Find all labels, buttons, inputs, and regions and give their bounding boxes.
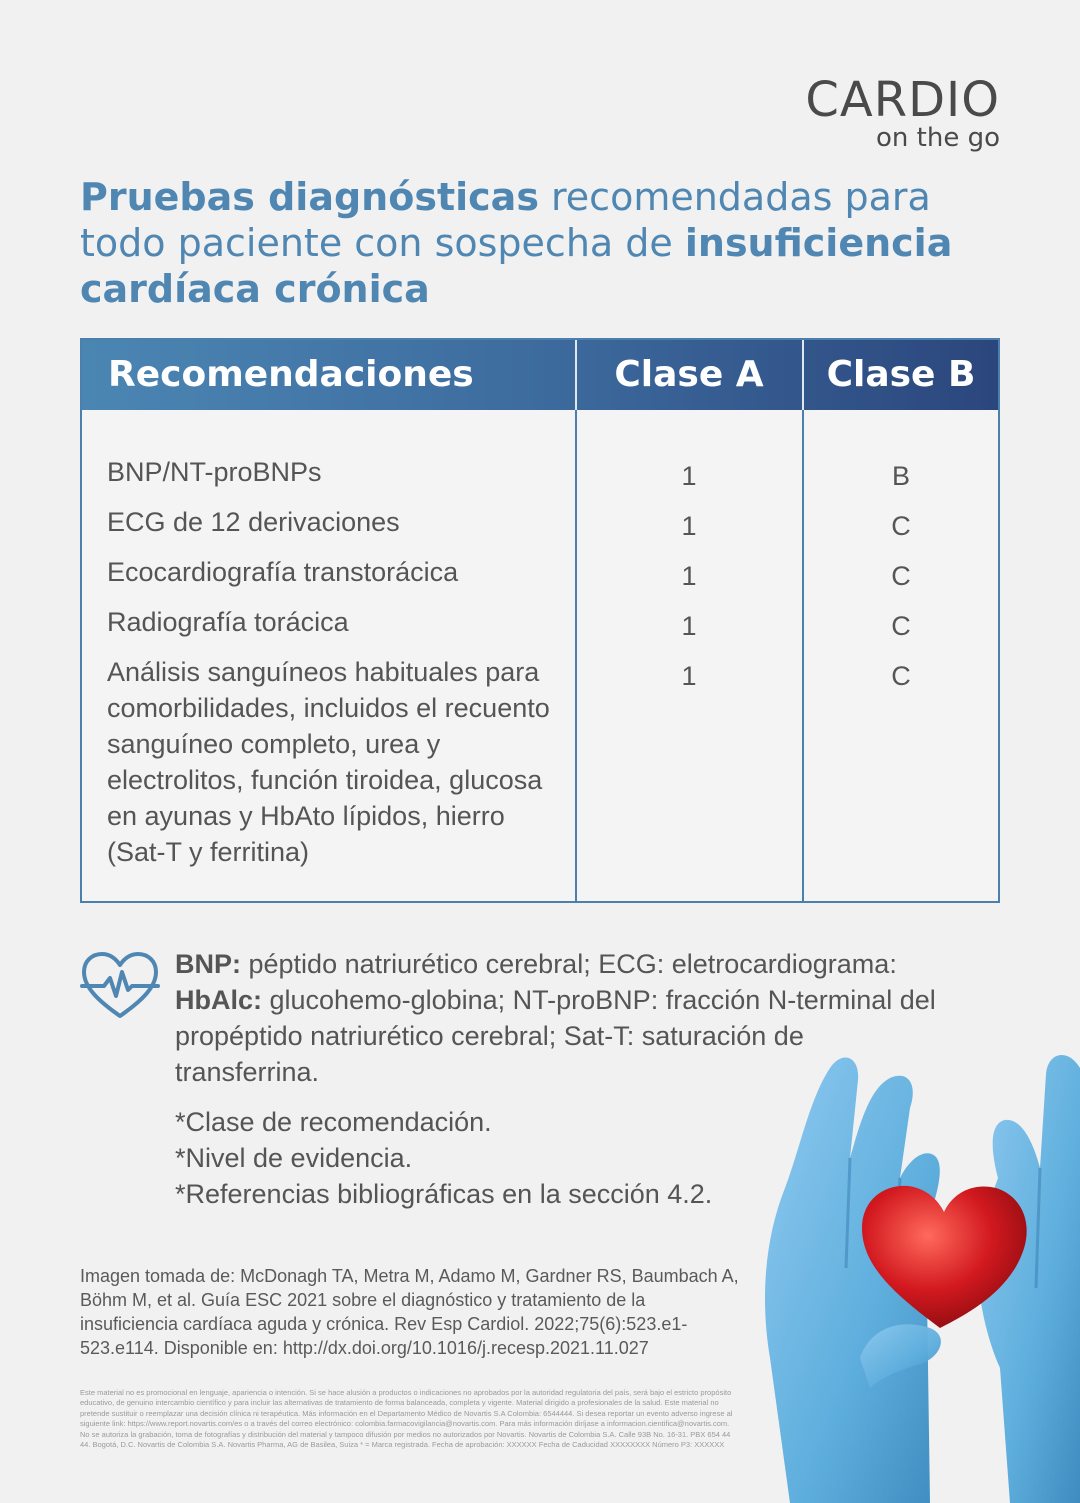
gloved-hands-heart-image xyxy=(750,1028,1080,1503)
row-recommendation: Ecocardiografía transtorácica xyxy=(107,557,459,587)
row-class-b: B xyxy=(891,461,910,491)
legal-disclaimer: Este material no es promocional en lenguaje, apariencia o intención. Si se hace alusión a productos o indicaciones no aprobados por la autoridad regulatoria del país, será bajo el estricto propósito educativo, de genuino intercambio científico y para incluir las alternativas de tratamiento de forma balanceada, completa y vigente. Material dirigido a profesionales de la salud. Este material no pretende sustituir o reemplazar una decisión clínica ni terapéutica. Más información en el Departamento Médico de Novartis S.A Colombia: 6544444. Si desea reportar un evento adverso ingrese al siguiente link: https://www.report.novartis.com/es o a través del correo electrónico: colombia.farmacovigilancia@novartis.com. Para más información diríjase a informacion.cientifica@novartis.com. No se autoriza la grabación, toma de fotografías y distribución del material y tampoco difusión por medios no autorizados por Novartis. Novartis de Colombia S.A. Calle 93B No. 16-31. PBX 654 44 44. Bogotá, D.C. Novartis de Colombia S.A. Novartis Pharma, AG de Basilea, Suiza * = Marca registrada. Fecha de aprobación: XXXXXX Fecha de Caducidad XXXXXXXX Número P3: XXXXXX xyxy=(80,1388,733,1450)
footnote-item: *Referencias bibliográficas en la sección 4.2. xyxy=(175,1179,713,1209)
row-class-a: 1 xyxy=(681,461,697,491)
row-class-b: C xyxy=(891,611,911,641)
row-class-b: C xyxy=(891,661,911,691)
row-class-b: C xyxy=(891,561,911,591)
header-divider xyxy=(575,340,577,410)
recommendations-table xyxy=(80,338,1000,903)
heart-pulse-icon xyxy=(80,950,160,1022)
abbr-bnp-text: péptido natriurético cerebral; ECG: eletrocardiograma: xyxy=(241,949,897,979)
table-header xyxy=(82,340,998,410)
footnote-item: *Clase de recomendación. xyxy=(175,1107,492,1137)
abbr-hba-text: glucohemo-globina; NT-proBNP: fracción N-terminal del propéptido natriurético cerebral; Sat-T: saturación de transferrina. xyxy=(175,985,936,1087)
row-class-a: 1 xyxy=(681,511,697,541)
title-regular: recomendadas para todo paciente con sospecha de xyxy=(80,175,931,265)
row-recommendation: BNP/NT-proBNPs xyxy=(107,457,322,487)
header-divider xyxy=(802,340,804,410)
row-class-a: 1 xyxy=(681,661,697,691)
header-clase-b: Clase B xyxy=(826,354,976,395)
logo-main-text: CARDIO xyxy=(805,72,1000,128)
abbr-hba-label: HbAlc: xyxy=(175,985,262,1015)
abbr-bnp-label: BNP: xyxy=(175,949,241,979)
header-recomendaciones: Recomendaciones xyxy=(108,354,474,395)
logo-sub-text: on the go xyxy=(876,123,1000,153)
row-recommendation: Radiografía torácica xyxy=(107,607,349,637)
row-recommendation: ECG de 12 derivaciones xyxy=(107,507,400,537)
row-class-b: C xyxy=(891,511,911,541)
row-recommendation: Análisis sanguíneos habituales para comorbilidades, incluidos el recuento sanguíneo completo, urea y electrolitos, función tiroidea, glucosa en ayunas y HbAto lípidos, hierro (Sat-T y ferritina) xyxy=(107,657,550,867)
brand-logo xyxy=(805,74,1000,152)
title-bold-2: insuficiencia cardíaca crónica xyxy=(80,221,953,311)
row-class-a: 1 xyxy=(681,561,697,591)
row-class-a: 1 xyxy=(681,611,697,641)
image-citation: Imagen tomada de: McDonagh TA, Metra M, Adamo M, Gardner RS, Baumbach A, Böhm M, et al. Guía ESC 2021 sobre el diagnóstico y tratamiento de la insuficiencia cardíaca aguda y crónica. Rev Esp Cardiol. 2022;75(6):523.e1-523.e114. Disponible en: http://dx.doi.org/10.1016/j.recesp.2021.11.027 xyxy=(80,1266,739,1358)
title-bold-1: Pruebas diagnósticas xyxy=(80,175,539,219)
footnote-item: *Nivel de evidencia. xyxy=(175,1143,413,1173)
footnotes xyxy=(175,1104,795,1212)
page-title xyxy=(80,174,980,312)
header-clase-a: Clase A xyxy=(614,354,764,395)
